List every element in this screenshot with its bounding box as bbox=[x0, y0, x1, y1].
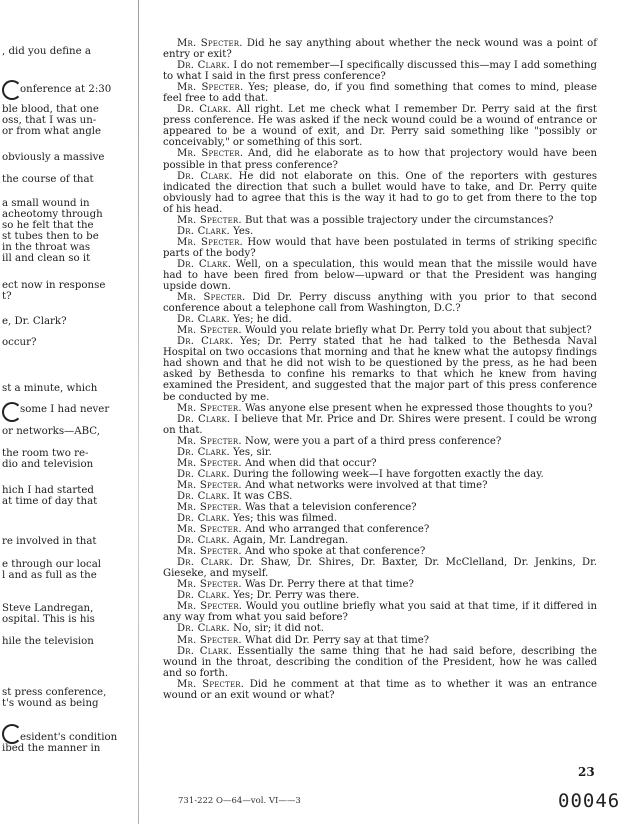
speaker-label: Mr. Specter. bbox=[177, 524, 242, 536]
transcript-paragraph bbox=[163, 237, 597, 259]
transcript-paragraph bbox=[163, 458, 597, 469]
left-fragment-line: acheotomy through bbox=[2, 209, 103, 220]
left-fragment-line: a small wound in bbox=[2, 198, 90, 209]
speaker-label: Dr. Clark. bbox=[177, 225, 230, 237]
speech-text: During the following week—I have forgotten exactly the day. bbox=[229, 468, 544, 480]
speech-text: And who spoke at that conference? bbox=[241, 546, 426, 558]
transcript-paragraph bbox=[163, 502, 597, 513]
transcript-paragraph bbox=[163, 314, 597, 325]
transcript-paragraph bbox=[163, 546, 597, 557]
speaker-label: Dr. Clark. bbox=[177, 623, 230, 635]
speech-text: All right. Let me check what I remember Dr. Perry said at the first press conference. He was asked if the neck wound could be a wound of entrance or appeared to be a wound of exit, and Dr. Perry said something like "possibly or conceivably," or something of this sort. bbox=[163, 104, 597, 149]
speaker-label: Dr. Clark. bbox=[177, 490, 230, 502]
speech-text: Yes; Dr. Perry stated that he had talked to the Bethesda Naval Hospital on two occasions that morning and that he knew what the autopsy findings had shown and that he did not wish to be questioned by the press, as he had been asked by Bethesda to confine his remarks to that which he knew from having examined the President, and suggested that the major part of this press conference be conducted by me. bbox=[163, 336, 598, 403]
left-fragment-line: hile the television bbox=[2, 636, 94, 647]
speaker-label: Mr. Specter. bbox=[177, 435, 242, 447]
transcript-paragraph bbox=[163, 480, 597, 491]
binder-hole-mark bbox=[2, 402, 22, 422]
left-fragment-line: or from what angle bbox=[2, 126, 102, 137]
left-fragment-line: esident's condition bbox=[20, 732, 118, 743]
speech-text: Would you outline briefly what you said at that time, if it differed in any way from what you said before? bbox=[163, 601, 597, 624]
transcript-paragraph bbox=[163, 171, 597, 215]
speech-text: I believe that Mr. Price and Dr. Shires were present. I could be wrong on that. bbox=[163, 413, 597, 436]
speaker-label: Dr. Clark. bbox=[177, 446, 230, 458]
speaker-label: Dr. Clark. bbox=[177, 513, 230, 525]
speaker-label: Dr. Clark. bbox=[177, 535, 230, 547]
speech-text: And what networks were involved at that time? bbox=[241, 479, 488, 491]
page-gutter-divider bbox=[138, 0, 139, 824]
speech-text: And when did that occur? bbox=[241, 457, 377, 469]
left-fragment-line: ect now in response bbox=[2, 280, 106, 291]
speaker-label: Mr. Specter. bbox=[177, 292, 246, 304]
speaker-label: Mr. Specter. bbox=[177, 479, 242, 491]
transcript-paragraph bbox=[163, 226, 597, 237]
transcript-paragraph bbox=[163, 259, 597, 292]
transcript-paragraph bbox=[163, 60, 597, 82]
left-fragment-line: so he felt that the bbox=[2, 220, 94, 231]
speech-text: But that was a possible trajectory under the circumstances? bbox=[241, 214, 554, 226]
transcript-paragraph bbox=[163, 414, 597, 436]
speech-text: Yes; Dr. Perry was there. bbox=[229, 590, 360, 602]
left-fragment-line: some I had never bbox=[20, 404, 110, 415]
speaker-label: Mr. Specter. bbox=[177, 38, 243, 49]
speaker-label: Mr. Specter. bbox=[177, 678, 245, 690]
left-fragment-line: st tubes then to be bbox=[2, 231, 99, 242]
left-fragment-line: dio and television bbox=[2, 459, 94, 470]
speech-text: Essentially the same thing that he had said before, describing the wound in the throat, describing the condition of the President, how he was called and so forth. bbox=[163, 645, 597, 679]
speech-text: And who arranged that conference? bbox=[241, 524, 430, 536]
speaker-label: Dr. Clark. bbox=[177, 645, 233, 657]
print-code: 731-222 O—64—vol. VI——3 bbox=[178, 796, 301, 806]
transcript-paragraph bbox=[163, 646, 597, 679]
speaker-label: Dr. Clark. bbox=[177, 413, 231, 425]
transcript-paragraph bbox=[163, 535, 597, 546]
left-fragment-line: t? bbox=[2, 291, 12, 302]
transcript-paragraph bbox=[163, 557, 597, 579]
speaker-label: Mr. Specter. bbox=[177, 546, 242, 558]
speech-text: Well, on a speculation, this would mean that the missile would have had to have been fired from below—upward or that the President was hanging upside down. bbox=[163, 258, 597, 293]
speaker-label: Mr. Specter. bbox=[177, 402, 242, 414]
speech-text: What did Dr. Perry say at that time? bbox=[241, 634, 430, 646]
speech-text: Was Dr. Perry there at that time? bbox=[241, 579, 414, 591]
speech-text: Yes, sir. bbox=[229, 446, 272, 458]
speech-text: It was CBS. bbox=[229, 490, 293, 502]
speaker-label: Dr. Clark. bbox=[177, 314, 230, 326]
left-fragment-line: in the throat was bbox=[2, 242, 91, 253]
transcript-paragraph bbox=[163, 38, 597, 60]
speech-text: Did he comment at that time as to whether it was an entrance wound or an exit wound or what? bbox=[163, 678, 597, 701]
left-fragment-line: occur? bbox=[2, 337, 37, 348]
left-fragment-line: hich I had started bbox=[2, 485, 94, 496]
left-page-fragment-column bbox=[0, 0, 128, 824]
left-fragment-line: st a minute, which bbox=[2, 383, 98, 394]
left-fragment-line: ill and clean so it bbox=[2, 253, 91, 264]
speaker-label: Dr. Clark. bbox=[177, 468, 230, 480]
left-fragment-line: obviously a massive bbox=[2, 152, 105, 163]
left-fragment-line: at time of day that bbox=[2, 496, 98, 507]
speech-text: I do not remember—I specifically discussed this—may I add something to what I said in the first press conference? bbox=[163, 60, 597, 83]
transcript-paragraph bbox=[163, 524, 597, 535]
transcript-paragraph bbox=[163, 579, 597, 590]
transcript-paragraph bbox=[163, 469, 597, 480]
speech-text: Now, were you a part of a third press conference? bbox=[241, 435, 502, 447]
speaker-label: Mr. Specter. bbox=[177, 634, 242, 646]
left-fragment-line: st press conference, bbox=[2, 687, 107, 698]
left-fragment-line: or networks—ABC, bbox=[2, 426, 100, 437]
transcript-paragraph bbox=[163, 292, 597, 314]
speaker-label: Mr. Specter. bbox=[177, 579, 242, 591]
speaker-label: Mr. Specter. bbox=[177, 148, 244, 160]
transcript-paragraph bbox=[163, 447, 597, 458]
speech-text: Would you relate briefly what Dr. Perry told you about that subject? bbox=[241, 325, 592, 337]
speech-text: How would that have been postulated in terms of striking specific parts of the body? bbox=[163, 236, 597, 259]
transcript-paragraph bbox=[163, 491, 597, 502]
document-stamp-number: 00046 bbox=[558, 790, 621, 812]
left-fragment-line: oss, that I was un- bbox=[2, 115, 97, 126]
speech-text: Was that a television conference? bbox=[241, 501, 417, 513]
speech-text: No, sir; it did not. bbox=[229, 623, 324, 635]
left-fragment-line: , did you define a bbox=[2, 46, 91, 57]
transcript-paragraph bbox=[163, 104, 597, 148]
speech-text: He did not elaborate on this. One of the reporters with gestures indicated the direction that such a bullet would have to take, and Dr. Perry quite obviously had to agree that this is the way it had to go to get from there to the top of his head. bbox=[163, 170, 597, 215]
left-fragment-line: the course of that bbox=[2, 174, 94, 185]
speaker-label: Mr. Specter. bbox=[177, 325, 242, 337]
speech-text: Yes; please, do, if you find something that comes to mind, please feel free to add that. bbox=[163, 82, 597, 105]
transcript-paragraph bbox=[163, 513, 597, 524]
speaker-label: Mr. Specter. bbox=[177, 457, 242, 469]
speech-text: And, did he elaborate as to how that projectory would have been possible in that press conference? bbox=[163, 148, 597, 171]
left-fragment-line: re involved in that bbox=[2, 536, 97, 547]
speech-text: Was anyone else present when he expressed those thoughts to you? bbox=[241, 402, 593, 414]
transcript-paragraph bbox=[163, 601, 597, 623]
transcript-paragraph bbox=[163, 436, 597, 447]
transcript-paragraph bbox=[163, 590, 597, 601]
left-fragment-line: ospital. This is his bbox=[2, 614, 95, 625]
speaker-label: Dr. Clark. bbox=[177, 336, 234, 348]
speaker-label: Mr. Specter. bbox=[177, 82, 244, 94]
page-number: 23 bbox=[578, 765, 595, 779]
transcript-paragraph bbox=[163, 635, 597, 646]
speech-text: Dr. Shaw, Dr. Shires, Dr. Baxter, Dr. McClelland, Dr. Jenkins, Dr. Gieseke, and myself. bbox=[163, 557, 597, 580]
speaker-label: Mr. Specter. bbox=[177, 236, 243, 248]
speaker-label: Mr. Specter. bbox=[177, 214, 242, 226]
speaker-label: Dr. Clark. bbox=[177, 60, 230, 72]
transcript-paragraph bbox=[163, 623, 597, 634]
left-fragment-line: the room two re- bbox=[2, 448, 89, 459]
speaker-label: Dr. Clark. bbox=[177, 104, 232, 116]
transcript-paragraph bbox=[163, 336, 597, 402]
left-fragment-line: l and as full as the bbox=[2, 570, 97, 581]
left-fragment-line: ibed the manner in bbox=[2, 743, 101, 754]
speech-text: Yes; this was filmed. bbox=[229, 513, 338, 525]
speaker-label: Dr. Clark. bbox=[177, 590, 230, 602]
speaker-label: Mr. Specter. bbox=[177, 601, 243, 613]
binder-hole-mark bbox=[2, 724, 22, 744]
speech-text: Did he say anything about whether the neck wound was a point of entry or exit? bbox=[163, 38, 597, 61]
transcript-paragraph bbox=[163, 403, 597, 414]
transcript-paragraph bbox=[163, 215, 597, 226]
left-fragment-line: e, Dr. Clark? bbox=[2, 316, 67, 327]
left-fragment-line: onference at 2:30 bbox=[20, 84, 112, 95]
speaker-label: Dr. Clark. bbox=[177, 557, 234, 569]
speech-text: Yes. bbox=[229, 225, 254, 237]
transcript-paragraph bbox=[163, 82, 597, 104]
transcript-paragraph bbox=[163, 148, 597, 170]
left-fragment-line: t's wound as being bbox=[2, 698, 99, 709]
transcript-paragraph bbox=[163, 679, 597, 701]
transcript-paragraph bbox=[163, 325, 597, 336]
left-fragment-line: Steve Landregan, bbox=[2, 603, 94, 614]
testimony-transcript bbox=[163, 38, 597, 701]
left-fragment-line: ble blood, that one bbox=[2, 104, 99, 115]
binder-hole-mark bbox=[2, 80, 22, 100]
speech-text: Again, Mr. Landregan. bbox=[229, 535, 349, 547]
speaker-label: Dr. Clark. bbox=[177, 258, 232, 270]
left-fragment-line: e through our local bbox=[2, 559, 102, 570]
speaker-label: Mr. Specter. bbox=[177, 501, 242, 513]
speech-text: Did Dr. Perry discuss anything with you prior to that second conference about a telephone call from Washington, D.C.? bbox=[163, 292, 598, 315]
speaker-label: Dr. Clark. bbox=[177, 170, 233, 182]
speech-text: Yes; he did. bbox=[229, 314, 292, 326]
